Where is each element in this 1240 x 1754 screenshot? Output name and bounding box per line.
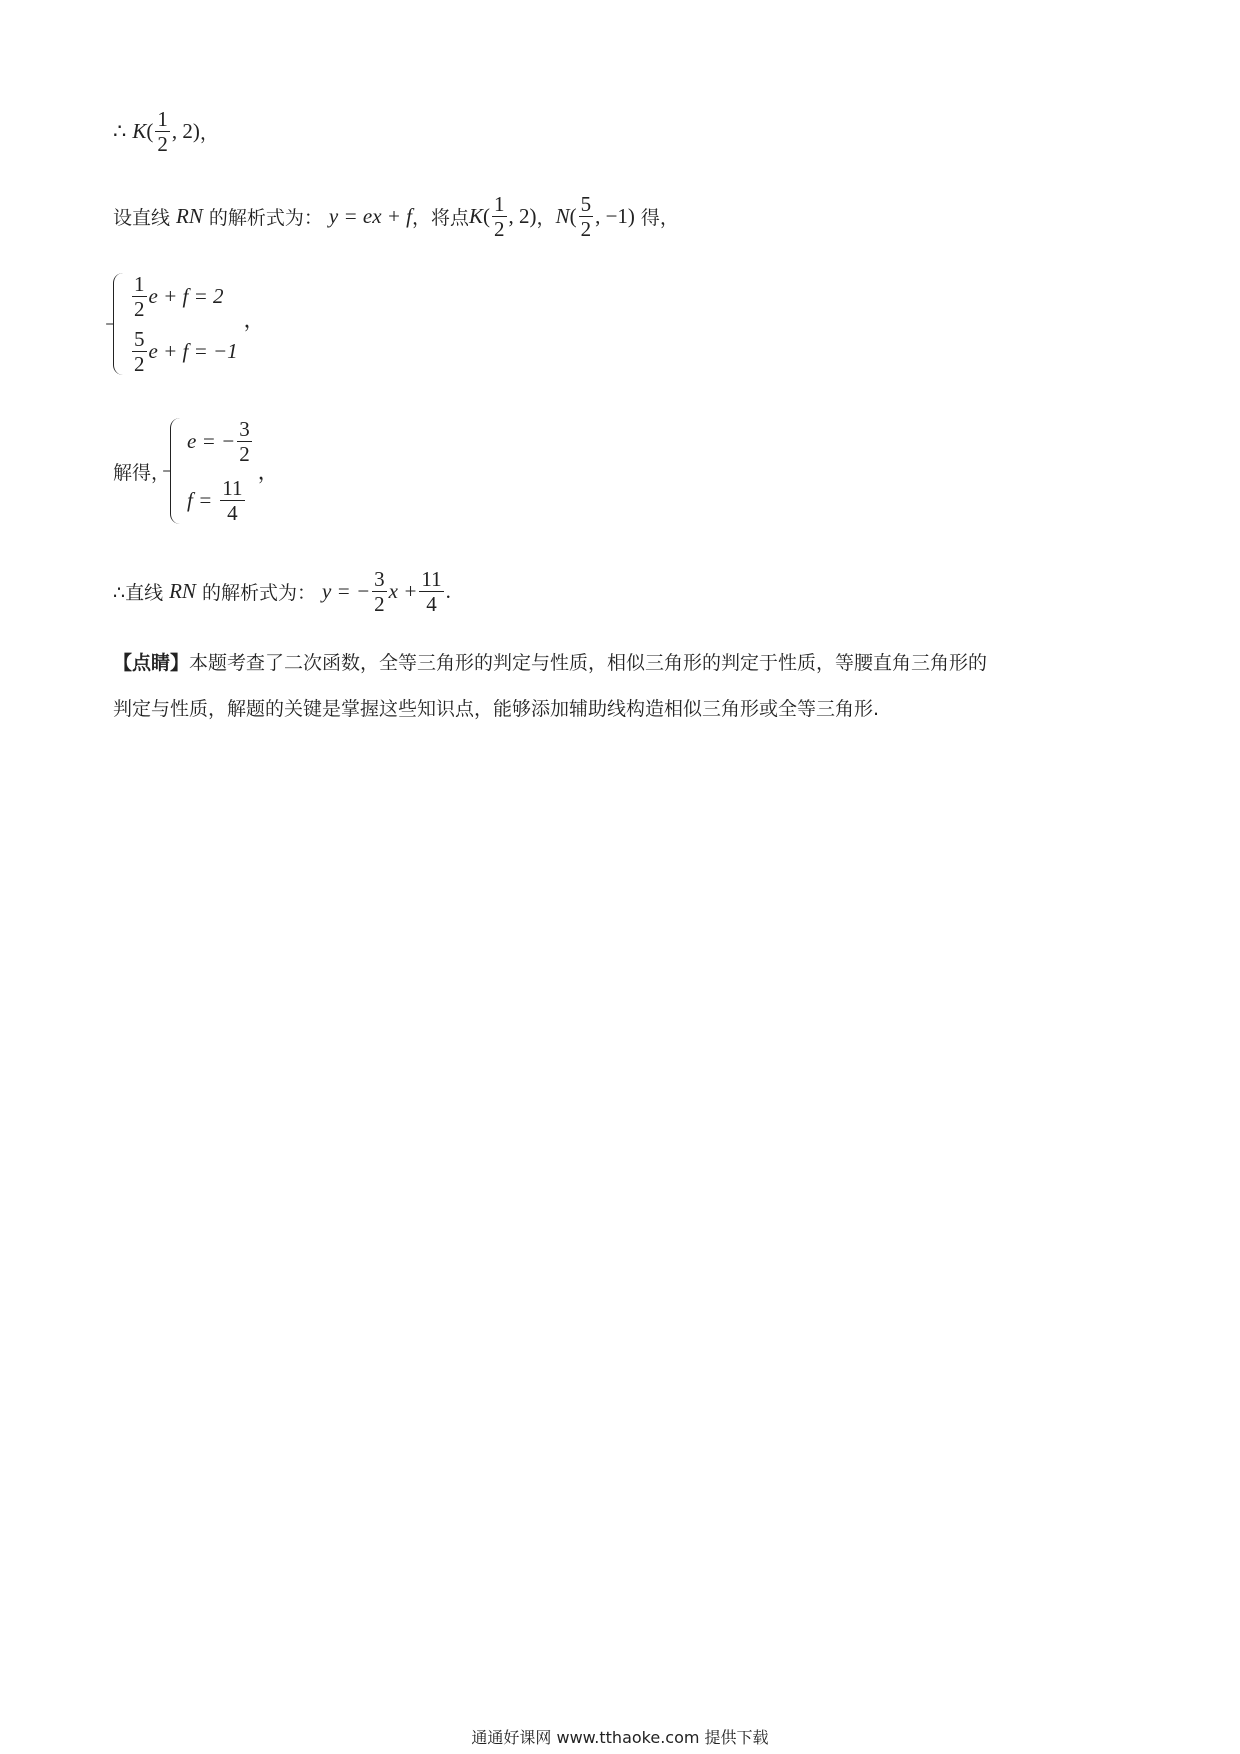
solution-brace-group bbox=[170, 418, 254, 524]
therefore-symbol: ∴ bbox=[113, 119, 127, 144]
fraction-denominator: 2 bbox=[580, 217, 592, 242]
fraction-five-halves bbox=[132, 328, 147, 375]
line-rn-label: RN bbox=[176, 204, 203, 229]
fraction-denominator: 4 bbox=[227, 501, 238, 526]
text-expression-is: 的解析式为： bbox=[208, 207, 323, 230]
linear-equation: y = ex + f bbox=[328, 204, 413, 229]
solution-f bbox=[187, 477, 254, 524]
therefore-k-point-line bbox=[113, 108, 219, 155]
result-x: x + bbox=[388, 579, 418, 604]
fraction-denominator: 2 bbox=[157, 132, 168, 157]
point-n-label: N bbox=[555, 204, 570, 229]
fraction-denominator: 2 bbox=[134, 352, 145, 377]
fraction-denominator: 2 bbox=[134, 297, 145, 322]
fraction-n-x bbox=[579, 193, 594, 240]
page-footer: 通通好课网 www.tthaoke.com 提供下载 bbox=[471, 1728, 769, 1747]
fraction-numerator: 11 bbox=[222, 476, 243, 501]
result-period: . bbox=[445, 579, 451, 604]
result-line bbox=[113, 568, 451, 615]
set-line-rn-statement: 设直线 RN 的解析式为： y = ex + f ，将点 K ( $\frac{1}{2}$ , 2) ， N ( $\frac{5}{2}$ , −1) 得， bbox=[113, 192, 679, 242]
text-set-line: 设直线 bbox=[113, 207, 171, 230]
separator-comma: ， bbox=[536, 207, 556, 230]
comment-line-2 bbox=[113, 694, 879, 721]
fraction-numerator: 11 bbox=[421, 567, 442, 591]
comment-line-1 bbox=[113, 648, 987, 675]
fraction-one-half bbox=[155, 108, 170, 155]
fraction-numerator: 3 bbox=[374, 567, 385, 591]
fraction-numerator: 1 bbox=[494, 192, 505, 216]
solution-line bbox=[113, 418, 279, 524]
fraction-denominator: 2 bbox=[494, 217, 505, 242]
solution-comma: ， bbox=[257, 460, 279, 485]
equation-row-1-rest: e + f = 2 bbox=[148, 284, 224, 309]
left-brace bbox=[113, 273, 124, 375]
fraction-numerator: 5 bbox=[134, 327, 145, 352]
fraction-intercept bbox=[419, 568, 443, 615]
fraction-numerator: 1 bbox=[134, 272, 145, 296]
equation-system-brace-group bbox=[113, 273, 238, 375]
text-get: 得， bbox=[640, 207, 679, 230]
comment-tag: 【点睛】 bbox=[113, 652, 190, 674]
text-therefore-line: ∴直线 bbox=[113, 582, 164, 605]
fraction-denominator: 4 bbox=[426, 592, 437, 617]
line-rn-label: RN bbox=[169, 579, 196, 604]
fraction-denominator: 2 bbox=[239, 442, 250, 467]
comment-text-1: 本题考查了二次函数，全等三角形的判定与性质，相似三角形的判定于性质，等腰直角三角形的 bbox=[189, 652, 988, 674]
result-y: y = − bbox=[321, 579, 371, 604]
fraction-denominator: 2 bbox=[374, 592, 385, 617]
fraction-slope bbox=[372, 568, 387, 615]
solution-e bbox=[187, 418, 254, 465]
left-brace bbox=[170, 418, 181, 524]
equation-system bbox=[113, 273, 265, 375]
fraction-k-x bbox=[492, 193, 507, 240]
text-substitute-points: ，将点 bbox=[412, 207, 470, 230]
system-comma: ， bbox=[243, 308, 265, 333]
text-solve: 解得， bbox=[113, 461, 171, 484]
fraction-numerator: 5 bbox=[580, 192, 592, 216]
fraction-numerator: 1 bbox=[157, 107, 168, 131]
fraction-one-half bbox=[132, 273, 147, 320]
point-k-label: K bbox=[469, 204, 484, 229]
point-k-rest: , 2) bbox=[171, 119, 200, 144]
equation-row-2-rest: e + f = −1 bbox=[148, 339, 238, 364]
fraction-f bbox=[220, 477, 244, 524]
solution-f-lhs: f = bbox=[187, 488, 213, 513]
comment-text-2: 判定与性质，解题的关键是掌握这些知识点，能够添加辅助线构造相似三角形或全等三角形. bbox=[113, 698, 880, 720]
text-expression-is: 的解析式为： bbox=[201, 582, 316, 605]
point-k-label: K bbox=[132, 119, 147, 144]
comma: ， bbox=[199, 122, 219, 145]
fraction-e bbox=[237, 418, 252, 465]
equation-row-1 bbox=[130, 273, 238, 320]
solution-e-lhs: e = − bbox=[187, 429, 236, 454]
point-k-rest: , 2) bbox=[508, 204, 537, 229]
equation-row-2 bbox=[130, 328, 238, 375]
fraction-numerator: 3 bbox=[239, 417, 250, 441]
open-paren: ( bbox=[146, 119, 154, 144]
point-n-rest: , −1) bbox=[595, 204, 635, 229]
